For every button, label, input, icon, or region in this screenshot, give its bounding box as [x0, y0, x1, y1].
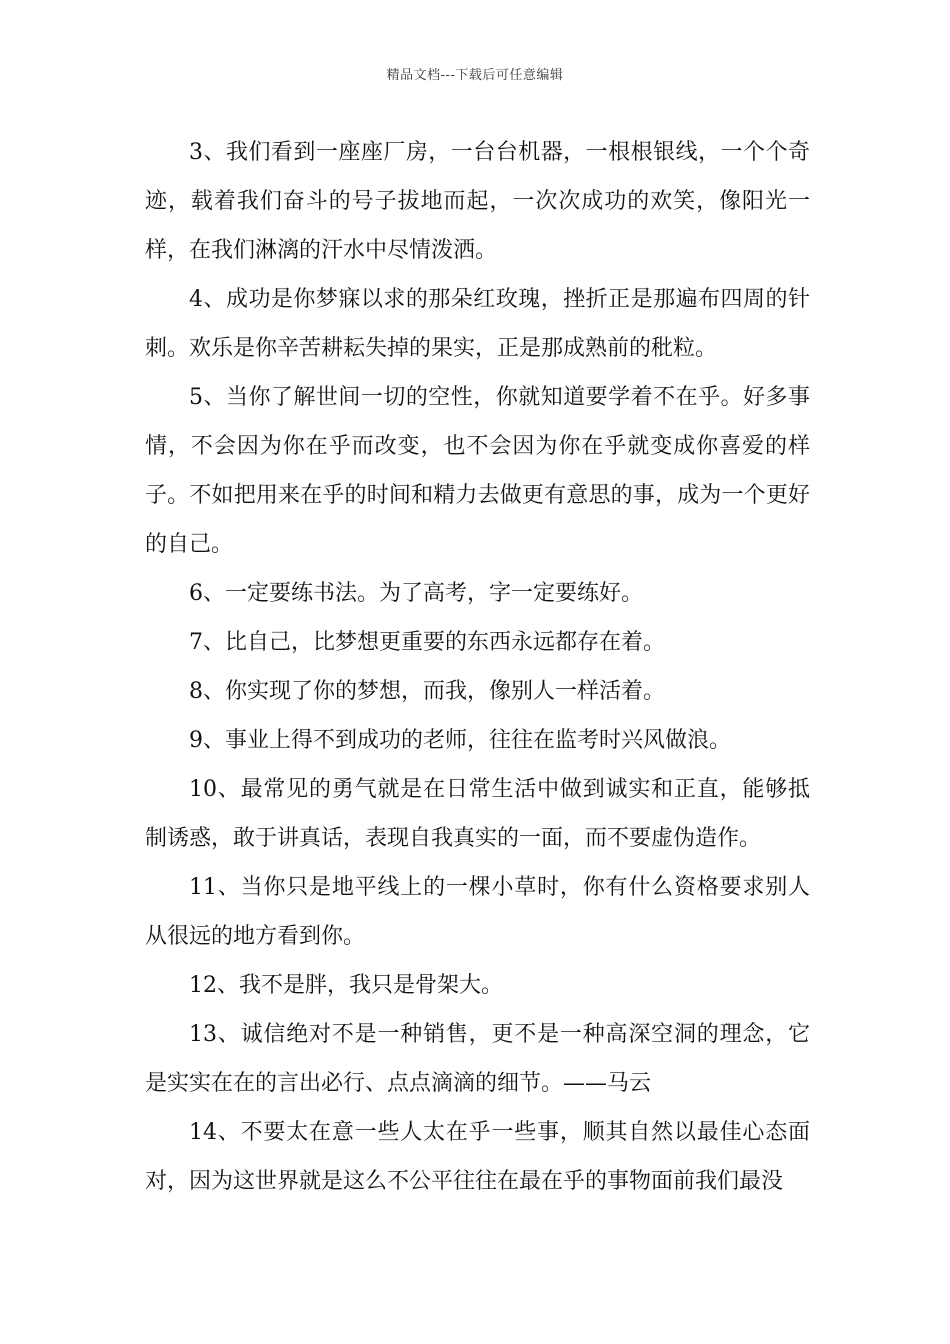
paragraph-5: 5、当你了解世间一切的空性，你就知道要学着不在乎。好多事情，不会因为你在乎而改变，也不会因为你在乎就变成你喜爱的样子。不如把用来在乎的时间和精力去做更有意思的事，成为一个更好的自己。: [145, 385, 810, 557]
paragraph-3: 3、我们看到一座座厂房，一台台机器，一根根银线，一个个奇迹，载着我们奋斗的号子拔地而起，一次次成功的欢笑，像阳光一样，在我们淋漓的汗水中尽情泼洒。: [145, 140, 810, 263]
paragraph-9: 9、事业上得不到成功的老师，往往在监考时兴风做浪。: [189, 728, 731, 753]
paragraph-10: 10、最常见的勇气就是在日常生活中做到诚实和正直，能够抵制诱惑，敢于讲真话，表现自我真实的一面，而不要虚伪造作。: [145, 777, 810, 851]
page-header: 精品文档---下载后可任意编辑: [386, 68, 564, 83]
document-body: [145, 128, 810, 1206]
paragraph-11: 11、当你只是地平线上的一棵小草时，你有什么资格要求别人从很远的地方看到你。: [145, 875, 810, 949]
paragraph-13: 13、诚信绝对不是一种销售，更不是一种高深空洞的理念，它是实实在在的言出必行、点点滴滴的细节。——马云: [145, 1022, 810, 1096]
paragraph-8: 8、你实现了你的梦想，而我，像别人一样活着。: [189, 679, 665, 704]
paragraph-14: 14、不要太在意一些人太在乎一些事，顺其自然以最佳心态面对，因为这世界就是这么不公平往往在最在乎的事物面前我们最没: [145, 1120, 810, 1194]
paragraph-6: 6、一定要练书法。为了高考，字一定要练好。: [189, 581, 643, 606]
paragraph-12: 12、我不是胖，我只是骨架大。: [189, 973, 503, 998]
paragraph-4: 4、成功是你梦寐以求的那朵红玫瑰，挫折正是那遍布四周的针刺。欢乐是你辛苦耕耘失掉的果实，正是那成熟前的秕粒。: [145, 287, 810, 361]
paragraph-7: 7、比自己，比梦想更重要的东西永远都存在着。: [189, 630, 665, 655]
